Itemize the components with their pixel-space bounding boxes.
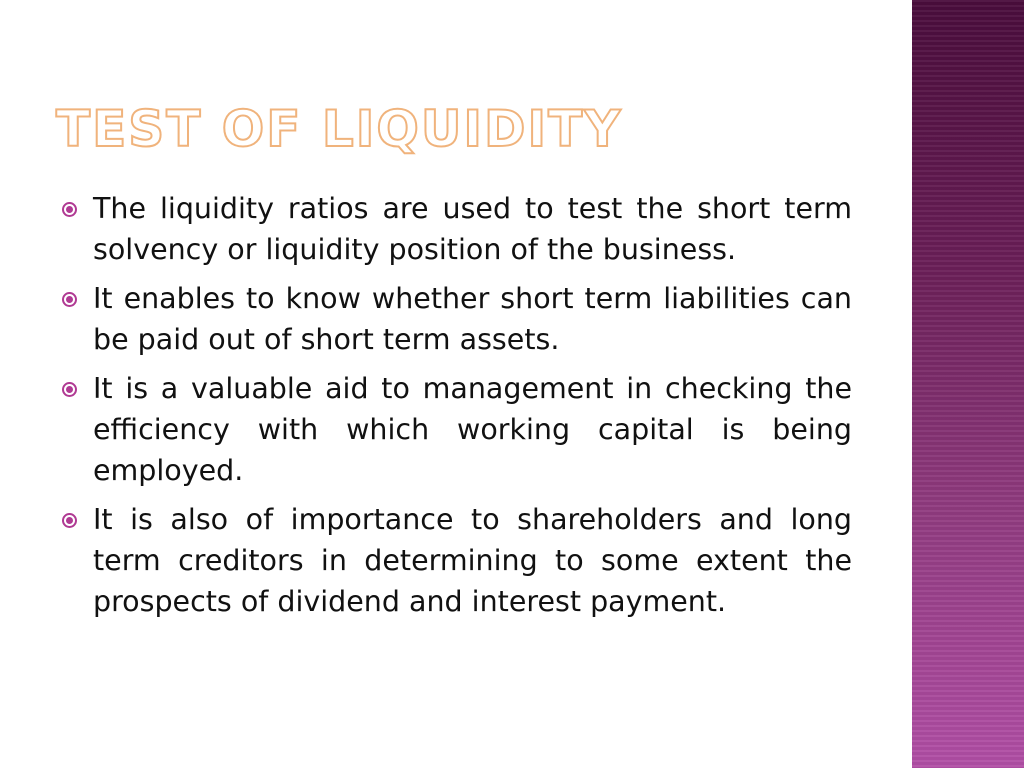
circle-dot-icon (62, 292, 77, 307)
decorative-side-band (912, 0, 1024, 768)
bullet-item (60, 499, 852, 622)
circle-dot-icon (62, 202, 77, 217)
bullet-item (60, 278, 852, 360)
circle-dot-icon (62, 382, 77, 397)
bullet-text: It is also of importance to shareholders and long term creditors in determining to some extent the prospects of dividend and interest payment. (93, 503, 852, 618)
bullet-text: The liquidity ratios are used to test the short term solvency or liquidity position of the business. (93, 192, 852, 266)
bullet-list (60, 188, 852, 630)
circle-dot-icon (62, 513, 77, 528)
bullet-item (60, 188, 852, 270)
bullet-text: It enables to know whether short term liabilities can be paid out of short term assets. (93, 282, 852, 356)
bullet-item (60, 368, 852, 491)
bullet-text: It is a valuable aid to management in checking the efficiency with which working capital is being employed. (93, 372, 852, 487)
slide-title: TEST OF LIQUIDITY (56, 100, 623, 158)
